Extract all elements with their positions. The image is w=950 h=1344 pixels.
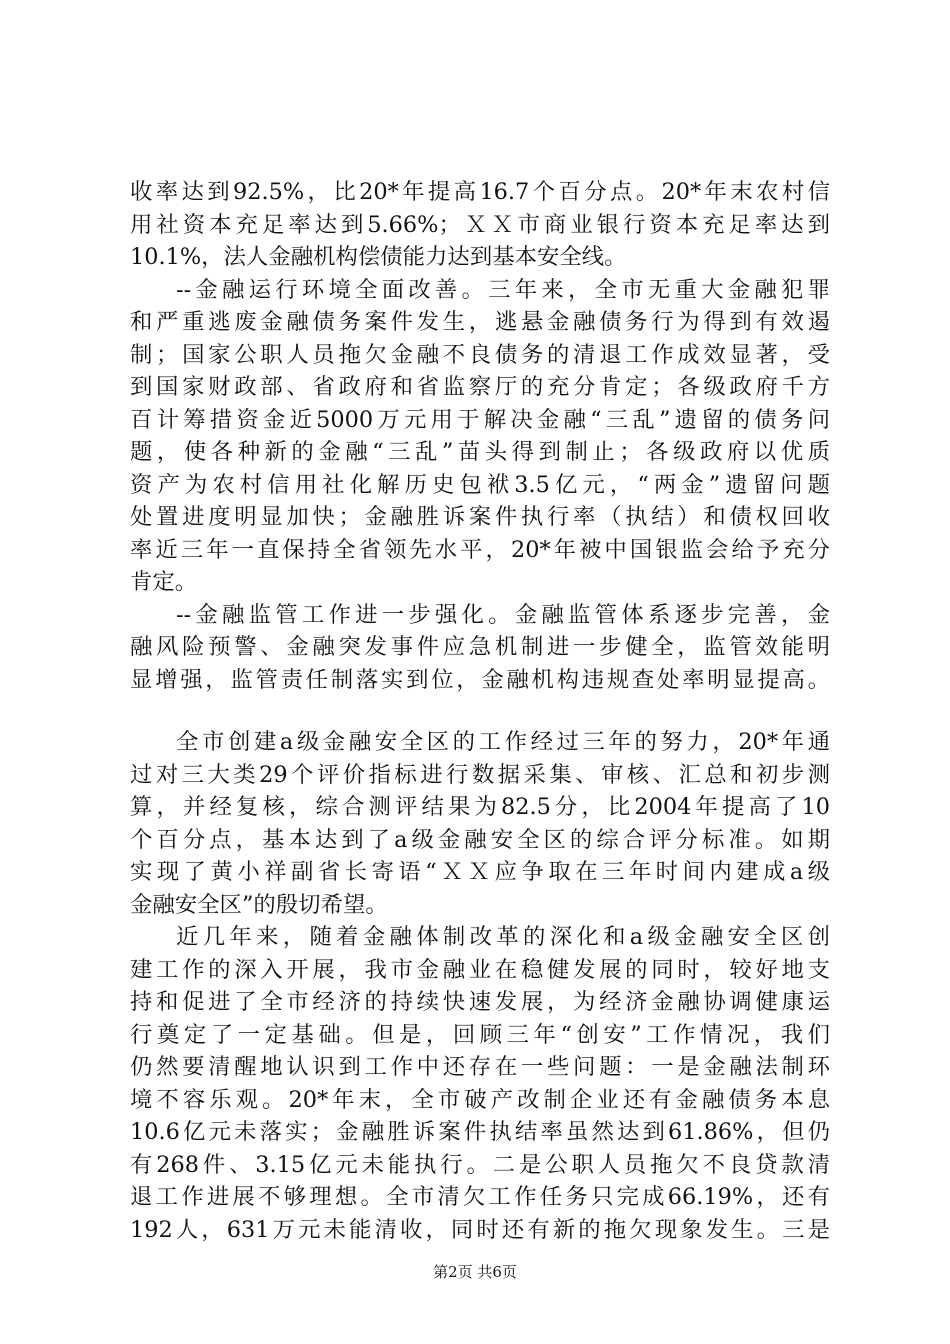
text-line: 处置进度明显加快；金融胜诉案件执行率（执结）和债权回收 <box>130 504 830 530</box>
text-line: 肯定。 <box>130 569 198 595</box>
paragraph-4 <box>130 726 830 921</box>
text-line: 有268件、3.15亿元未能执行。二是公职人员拖欠不良贷款清 <box>130 1151 830 1178</box>
page-number-footer: 第2页 共6页 <box>433 1263 517 1281</box>
text-line: 建工作的深入开展，我市金融业在稳健发展的同时，较好地支 <box>130 956 830 983</box>
text-line: 到国家财政部、省政府和省监察厅的充分肯定；各级政府千方 <box>130 374 830 400</box>
text-line: 192人，631万元未能清收，同时还有新的拖欠现象发生。三是 <box>130 1216 830 1243</box>
text-line: 仍然要清醒地认识到工作中还存在一些问题：一是金融法制环 <box>130 1054 830 1080</box>
text-line: 百计筹措资金近5000万元用于解决金融“三乱”遗留的债务问 <box>130 406 830 433</box>
paragraph-3 <box>130 599 830 697</box>
text-line: 退工作进展不够理想。全市清欠工作任务只完成66.19%，还有 <box>130 1184 830 1210</box>
text-line: 融风险预警、金融突发事件应急机制进一步健全，监管效能明 <box>130 634 830 660</box>
text-line: 全市创建a级金融安全区的工作经过三年的努力，20*年通 <box>176 729 830 755</box>
text-line: 境不容乐观。20*年末，全市破产改制企业还有金融债务本息 <box>130 1086 830 1113</box>
text-line: 持和促进了全市经济的持续快速发展，为经济金融协调健康运 <box>130 989 830 1015</box>
text-line: --金融运行环境全面改善。三年来，全市无重大金融犯罪 <box>176 276 830 303</box>
text-line: 过对三大类29个评价指标进行数据采集、审核、汇总和初步测 <box>130 761 830 788</box>
text-line: --金融监管工作进一步强化。金融监管体系逐步完善，金 <box>176 601 830 628</box>
paragraph-spacer <box>130 696 830 726</box>
paragraph-2 <box>130 274 830 599</box>
text-line: 金融安全区”的殷切希望。 <box>130 891 388 918</box>
text-line: 10.1%，法人金融机构偿债能力达到基本安全线。 <box>130 244 627 270</box>
text-line: 用社资本充足率达到5.66%；ＸＸ市商业银行资本充足率达到 <box>130 211 830 238</box>
text-line: 资产为农村信用社化解历史包袱3.5亿元，“两金”遗留问题 <box>130 471 830 498</box>
text-line: 制；国家公职人员拖欠金融不良债务的清退工作成效显著，受 <box>130 341 830 368</box>
paragraph-5 <box>130 921 830 1246</box>
document-body <box>130 176 830 1246</box>
text-line: 行奠定了一定基础。但是，回顾三年“创安”工作情况，我们 <box>130 1021 830 1048</box>
text-line: 题，使各种新的金融“三乱”苗头得到制止；各级政府以优质 <box>130 439 830 465</box>
paragraph-1 <box>130 176 830 274</box>
text-line: 10.6亿元未落实；金融胜诉案件执结率虽然达到61.86%，但仍 <box>130 1119 830 1145</box>
text-line: 算，并经复核，综合测评结果为82.5分，比2004年提高了10 <box>130 794 830 820</box>
text-line: 近几年来，随着金融体制改革的深化和a级金融安全区创 <box>176 924 830 950</box>
text-line: 和严重逃废金融债务案件发生，逃悬金融债务行为得到有效遏 <box>130 309 830 335</box>
text-line: 率近三年一直保持全省领先水平，20*年被中国银监会给予充分 <box>130 536 830 563</box>
text-line: 显增强，监管责任制落实到位，金融机构违规查处率明显提高。 <box>130 666 830 693</box>
text-line: 实现了黄小祥副省长寄语“ＸＸ应争取在三年时间内建成a级 <box>130 859 830 885</box>
text-line: 收率达到92.5%，比20*年提高16.7个百分点。20*年末农村信 <box>130 179 830 205</box>
text-line: 个百分点，基本达到了a级金融安全区的综合评分标准。如期 <box>130 826 830 853</box>
